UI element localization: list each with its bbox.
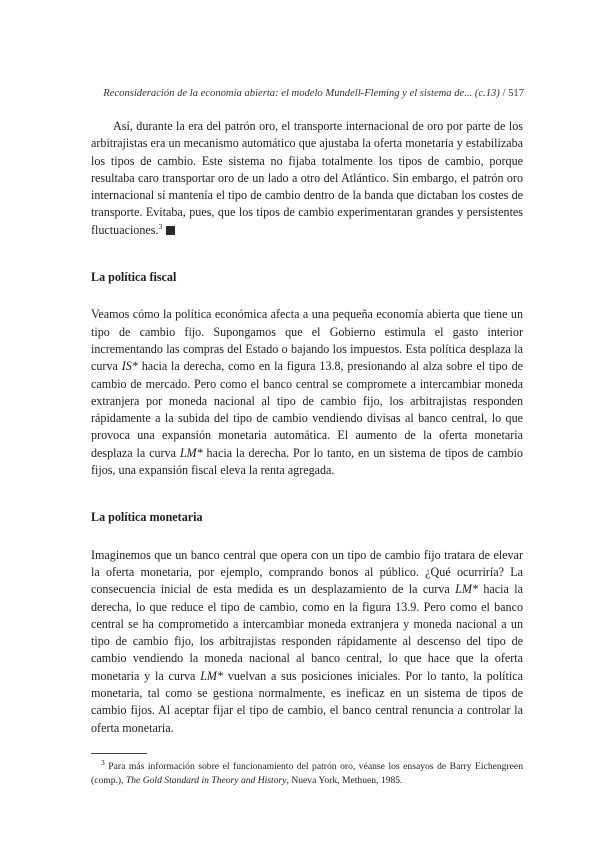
running-title: Reconsideración de la economía abierta: el modelo Mundell-Fleming y el sistema de... (c.13)	[103, 88, 500, 99]
footnote-divider	[91, 753, 147, 754]
is-curve-term: IS*	[121, 359, 138, 374]
footnote-text-2: , Nueva York, Methuen, 1985.	[286, 774, 403, 786]
monetary-text-3: vuelvan a sus posiciones iniciales. Por lo tanto, la política monetaria, tal como se gestiona normalmente, es ineficaz en un sistema de tipos de cambio fijos. Al aceptar fijar el tipo de cambio, el banco central renuncia a controlar la oferta monetaria.	[91, 668, 523, 735]
monetary-policy-heading: La política monetaria	[91, 510, 203, 525]
footnote-book-title: The Gold Standard in Theory and History	[125, 774, 287, 786]
fiscal-text-3: hacia la derecha. Por lo tanto, en un sistema de tipos de cambio fijos, una expansión fiscal eleva la renta agregada.	[91, 445, 523, 478]
footnote-ref: 3	[158, 221, 163, 231]
footnote-text-1: Para más información sobre el funcionamiento del patrón oro, véanse los ensayos de Barry Eichengreen (comp.),	[91, 760, 523, 786]
monetary-text-1: Imaginemos que un banco central que opera con un tipo de cambio fijo tratara de elevar la oferta monetaria, por ejemplo, comprando bonos al público. ¿Qué ocurriría? La consecuencia inicial de esta medida es un desplazamiento de la curva	[91, 547, 523, 597]
header-separator: /	[502, 88, 506, 99]
lm-curve-term: LM*	[455, 582, 478, 597]
fiscal-text-1: Veamos cómo la política económica afecta a una pequeña economía abierta que tiene un tipo de cambio fijo. Supongamos que el Gobierno estimula el gasto interior incrementando las compras del Estado o bajando los impuestos. Esta política desplaza la curva	[91, 307, 523, 374]
fiscal-paragraph	[91, 306, 523, 479]
lm-curve-term: LM*	[179, 445, 203, 460]
intro-text: Así, durante la era del patrón oro, el transporte internacional de oro por parte de los arbitrajistas era un mecanismo automático que ajustaba la oferta monetaria y estabilizaba los tipos de cambio. Este sistema no fijaba totalmente los tipos de cambio, porque resultaba caro transportar oro de un lado a otro del Atlántico. Sin embargo, el patrón oro internacional sí mantenía el tipo de cambio dentro de la banda que dictaban los costes de transporte. Evitaba, pues, que los tipos de cambio experimentaran grandes y persistentes fluctuaciones.	[91, 119, 523, 237]
monetary-text-2: hacia la derecha, lo que reduce el tipo de cambio, como en la figura 13.9. Pero como el banco central se ha comprometido a intercambiar moneda extranjera y moneda nacional a un tipo de cambio fijo, los arbitrajistas responden rápidamente al descenso del tipo de cambio vendiendo la moneda nacional al banco central, lo que hace que la oferta monetaria y la curva	[91, 582, 523, 683]
page-number: 517	[508, 88, 524, 99]
footnote-number: 3	[101, 757, 105, 767]
monetary-paragraph	[91, 547, 523, 737]
fiscal-policy-heading: La política fiscal	[91, 270, 177, 285]
running-header	[92, 88, 524, 99]
intro-paragraph	[91, 118, 523, 239]
section-end-mark	[166, 226, 175, 235]
fiscal-text-2: hacia la derecha, como en la figura 13.8, presionando al alza sobre el tipo de cambio de mercado. Pero como el banco central se compromete a intercambiar moneda extranjera por moneda nacional al tipo de cambio fijo, los arbitrajistas responden rápidamente a la subida del tipo de cambio vendiendo divisas al banco central, lo que provoca una expansión monetaria automática. El aumento de la oferta monetaria desplaza la curva	[91, 359, 523, 460]
page-body	[91, 118, 523, 788]
lm-curve-term: LM*	[200, 668, 224, 683]
footnote	[91, 757, 523, 788]
